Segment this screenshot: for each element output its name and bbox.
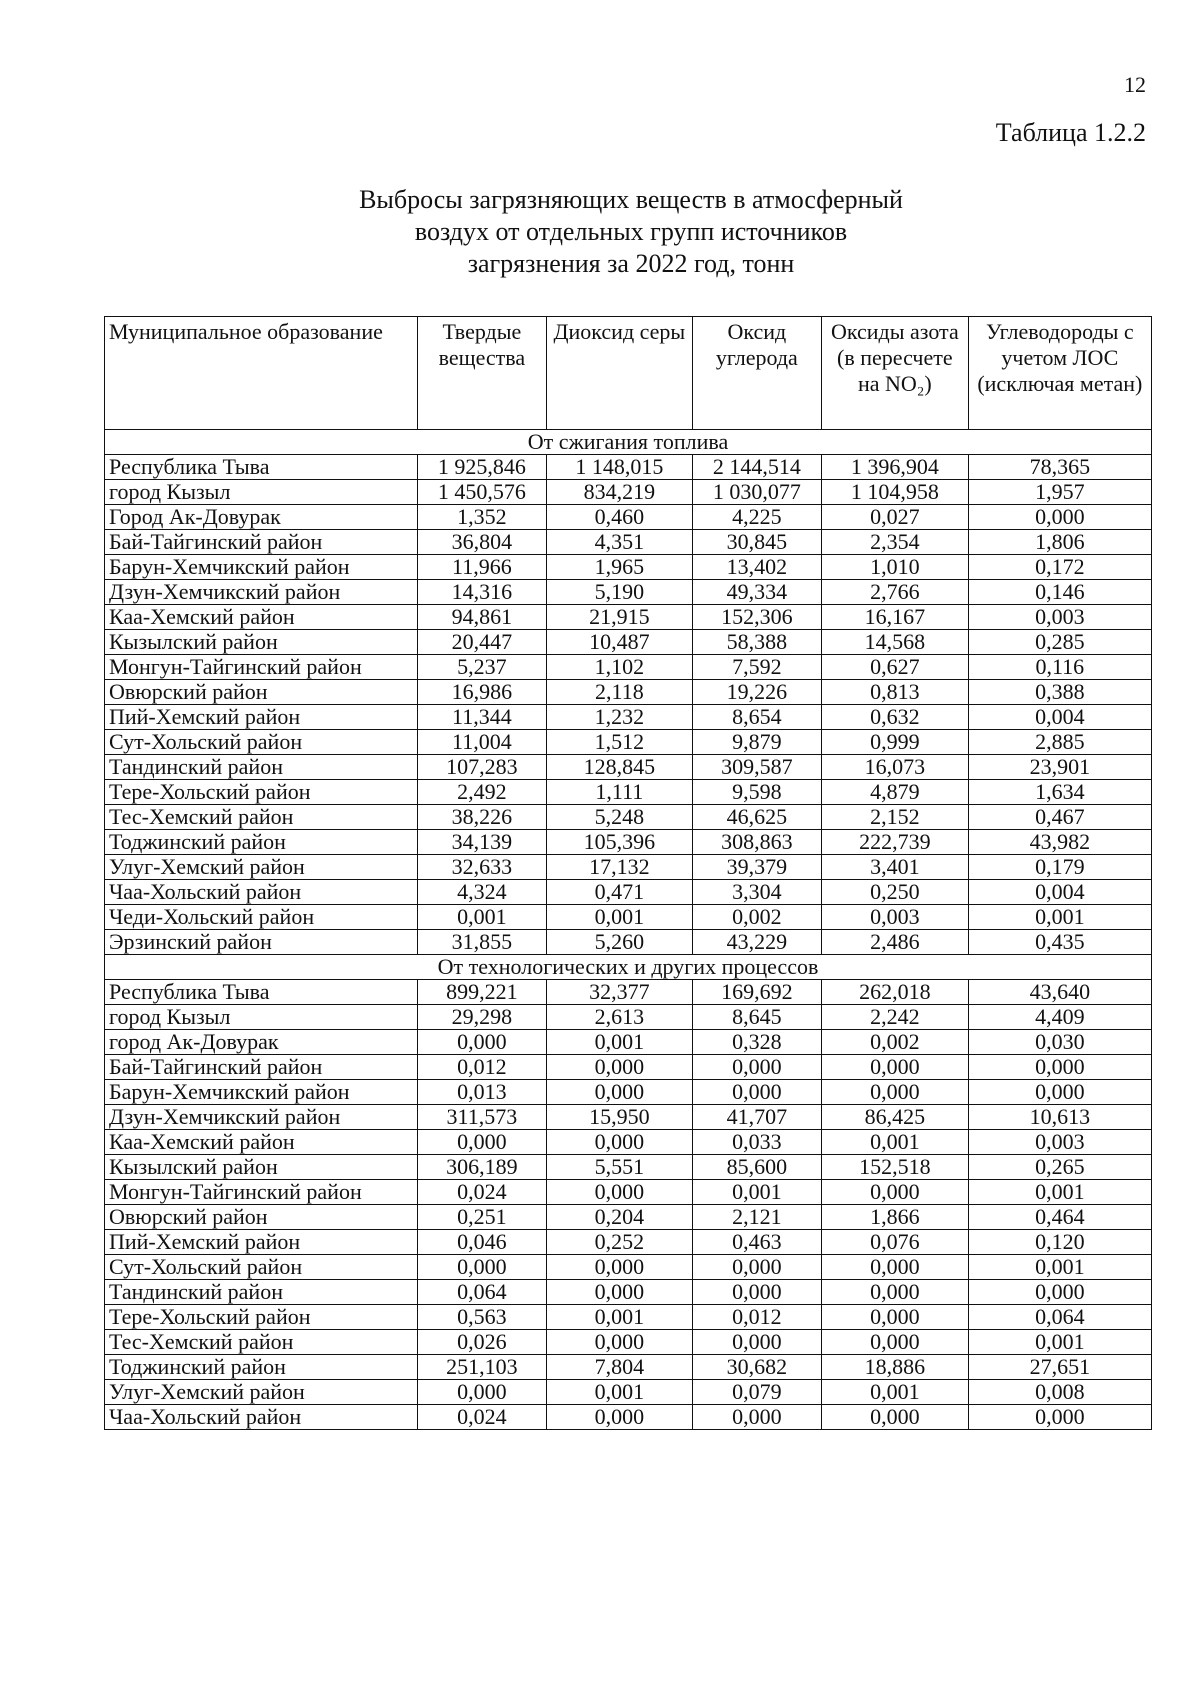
value-cell: 0,001 — [547, 1305, 693, 1330]
table-row — [105, 905, 1152, 930]
value-cell: 4,879 — [822, 780, 969, 805]
value-cell: 0,435 — [968, 930, 1151, 955]
value-cell: 0,001 — [822, 1380, 969, 1405]
value-cell: 1 030,077 — [692, 480, 821, 505]
value-cell: 1 104,958 — [822, 480, 969, 505]
value-cell: 0,000 — [692, 1280, 821, 1305]
value-cell: 0,000 — [822, 1255, 969, 1280]
value-cell: 262,018 — [822, 980, 969, 1005]
table-row — [105, 1130, 1152, 1155]
column-header-carbon-monoxide: Оксид углерода — [692, 317, 821, 430]
table-row — [105, 930, 1152, 955]
value-cell: 0,033 — [692, 1130, 821, 1155]
value-cell: 5,551 — [547, 1155, 693, 1180]
value-cell: 0,000 — [822, 1080, 969, 1105]
title-line-1: Выбросы загрязняющих веществ в атмосферный — [359, 185, 903, 214]
value-cell: 309,587 — [692, 755, 821, 780]
value-cell: 0,000 — [547, 1330, 693, 1355]
value-cell: 1 148,015 — [547, 455, 693, 480]
table-row — [105, 1230, 1152, 1255]
municipality-cell: Пий-Хемский район — [105, 1230, 418, 1255]
value-cell: 0,002 — [822, 1030, 969, 1055]
value-cell: 0,001 — [547, 905, 693, 930]
value-cell: 0,251 — [417, 1205, 546, 1230]
municipality-cell: Барун-Хемчикский район — [105, 555, 418, 580]
value-cell: 30,682 — [692, 1355, 821, 1380]
value-cell: 49,334 — [692, 580, 821, 605]
value-cell: 105,396 — [547, 830, 693, 855]
municipality-cell: Республика Тыва — [105, 980, 418, 1005]
value-cell: 14,316 — [417, 580, 546, 605]
page-number: 12 — [1124, 72, 1146, 97]
table-row — [105, 455, 1152, 480]
value-cell: 78,365 — [968, 455, 1151, 480]
value-cell: 16,167 — [822, 605, 969, 630]
value-cell: 306,189 — [417, 1155, 546, 1180]
value-cell: 0,000 — [968, 1055, 1151, 1080]
value-cell: 0,000 — [417, 1130, 546, 1155]
value-cell: 10,613 — [968, 1105, 1151, 1130]
table-row — [105, 1330, 1152, 1355]
value-cell: 7,592 — [692, 655, 821, 680]
value-cell: 16,073 — [822, 755, 969, 780]
value-cell: 1,352 — [417, 505, 546, 530]
value-cell: 18,886 — [822, 1355, 969, 1380]
value-cell: 2 144,514 — [692, 455, 821, 480]
value-cell: 0,632 — [822, 705, 969, 730]
section-title: От сжигания топлива — [105, 430, 1152, 455]
value-cell: 23,901 — [968, 755, 1151, 780]
value-cell: 11,344 — [417, 705, 546, 730]
value-cell: 311,573 — [417, 1105, 546, 1130]
value-cell: 0,000 — [822, 1280, 969, 1305]
value-cell: 2,152 — [822, 805, 969, 830]
value-cell: 36,804 — [417, 530, 546, 555]
value-cell: 1 396,904 — [822, 455, 969, 480]
value-cell: 5,248 — [547, 805, 693, 830]
value-cell: 1,512 — [547, 730, 693, 755]
value-cell: 0,000 — [968, 505, 1151, 530]
municipality-cell: город Кызыл — [105, 480, 418, 505]
value-cell: 43,229 — [692, 930, 821, 955]
value-cell: 0,000 — [547, 1055, 693, 1080]
title-line-2: воздух от отдельных групп источников — [414, 217, 848, 246]
value-cell: 0,001 — [968, 905, 1151, 930]
value-cell: 19,226 — [692, 680, 821, 705]
value-cell: 0,000 — [822, 1405, 969, 1430]
value-cell: 0,000 — [692, 1055, 821, 1080]
municipality-cell: Улуг-Хемский район — [105, 1380, 418, 1405]
table-row — [105, 880, 1152, 905]
value-cell: 0,026 — [417, 1330, 546, 1355]
value-cell: 0,563 — [417, 1305, 546, 1330]
value-cell: 17,132 — [547, 855, 693, 880]
value-cell: 0,001 — [822, 1130, 969, 1155]
municipality-cell: Республика Тыва — [105, 455, 418, 480]
municipality-cell: Сут-Хольский район — [105, 730, 418, 755]
value-cell: 2,613 — [547, 1005, 693, 1030]
column-header-nitrogen-oxides: Оксиды азота (в пересчете на NO₂) — [822, 317, 969, 430]
value-cell: 34,139 — [417, 830, 546, 855]
table-row — [105, 1355, 1152, 1380]
value-cell: 2,486 — [822, 930, 969, 955]
table-body — [105, 430, 1152, 1430]
value-cell: 0,079 — [692, 1380, 821, 1405]
table-row — [105, 630, 1152, 655]
value-cell: 5,190 — [547, 580, 693, 605]
value-cell: 16,986 — [417, 680, 546, 705]
value-cell: 0,285 — [968, 630, 1151, 655]
value-cell: 31,855 — [417, 930, 546, 955]
table-row — [105, 980, 1152, 1005]
value-cell: 0,000 — [968, 1280, 1151, 1305]
municipality-cell: Дзун-Хемчикский район — [105, 1105, 418, 1130]
value-cell: 43,640 — [968, 980, 1151, 1005]
table-row — [105, 655, 1152, 680]
municipality-cell: Тоджинский район — [105, 1355, 418, 1380]
table-row — [105, 1005, 1152, 1030]
municipality-cell: Тес-Хемский район — [105, 1330, 418, 1355]
value-cell: 4,225 — [692, 505, 821, 530]
value-cell: 152,518 — [822, 1155, 969, 1180]
table-row — [105, 1080, 1152, 1105]
value-cell: 2,354 — [822, 530, 969, 555]
value-cell: 0,000 — [417, 1030, 546, 1055]
value-cell: 1,111 — [547, 780, 693, 805]
value-cell: 32,633 — [417, 855, 546, 880]
section-row — [105, 430, 1152, 455]
value-cell: 0,627 — [822, 655, 969, 680]
value-cell: 0,001 — [547, 1030, 693, 1055]
emissions-table — [104, 316, 1152, 1430]
value-cell: 0,471 — [547, 880, 693, 905]
section-title: От технологических и других процессов — [105, 955, 1152, 980]
value-cell: 32,377 — [547, 980, 693, 1005]
value-cell: 0,002 — [692, 905, 821, 930]
value-cell: 0,813 — [822, 680, 969, 705]
title-line-3: загрязнения за 2022 год, тонн — [467, 249, 795, 278]
value-cell: 0,000 — [822, 1330, 969, 1355]
value-cell: 2,766 — [822, 580, 969, 605]
value-cell: 1,102 — [547, 655, 693, 680]
value-cell: 7,804 — [547, 1355, 693, 1380]
value-cell: 107,283 — [417, 755, 546, 780]
value-cell: 0,146 — [968, 580, 1151, 605]
value-cell: 8,645 — [692, 1005, 821, 1030]
value-cell: 834,219 — [547, 480, 693, 505]
table-row — [105, 555, 1152, 580]
value-cell: 0,000 — [822, 1055, 969, 1080]
value-cell: 0,252 — [547, 1230, 693, 1255]
table-row — [105, 830, 1152, 855]
value-cell: 0,024 — [417, 1180, 546, 1205]
municipality-cell: Монгун-Тайгинский район — [105, 655, 418, 680]
municipality-cell: Монгун-Тайгинский район — [105, 1180, 418, 1205]
table-row — [105, 1380, 1152, 1405]
value-cell: 20,447 — [417, 630, 546, 655]
value-cell: 0,000 — [822, 1305, 969, 1330]
municipality-cell: Овюрский район — [105, 1205, 418, 1230]
value-cell: 0,008 — [968, 1380, 1151, 1405]
value-cell: 4,409 — [968, 1005, 1151, 1030]
table-row — [105, 780, 1152, 805]
value-cell: 0,064 — [417, 1280, 546, 1305]
municipality-cell: Бай-Тайгинский район — [105, 530, 418, 555]
value-cell: 0,250 — [822, 880, 969, 905]
value-cell: 0,463 — [692, 1230, 821, 1255]
value-cell: 0,388 — [968, 680, 1151, 705]
value-cell: 1 925,846 — [417, 455, 546, 480]
table-row — [105, 530, 1152, 555]
value-cell: 251,103 — [417, 1355, 546, 1380]
value-cell: 39,379 — [692, 855, 821, 880]
value-cell: 0,467 — [968, 805, 1151, 830]
municipality-cell: Улуг-Хемский район — [105, 855, 418, 880]
value-cell: 9,879 — [692, 730, 821, 755]
value-cell: 1,232 — [547, 705, 693, 730]
value-cell: 0,004 — [968, 880, 1151, 905]
value-cell: 14,568 — [822, 630, 969, 655]
value-cell: 0,012 — [692, 1305, 821, 1330]
table-row — [105, 730, 1152, 755]
table-row — [105, 705, 1152, 730]
value-cell: 0,000 — [547, 1280, 693, 1305]
header-row — [105, 317, 1152, 430]
value-cell: 0,076 — [822, 1230, 969, 1255]
municipality-cell: Тандинский район — [105, 1280, 418, 1305]
value-cell: 13,402 — [692, 555, 821, 580]
value-cell: 0,027 — [822, 505, 969, 530]
municipality-cell: Город Ак-Довурак — [105, 505, 418, 530]
value-cell: 46,625 — [692, 805, 821, 830]
value-cell: 1,806 — [968, 530, 1151, 555]
municipality-cell: Сут-Хольский район — [105, 1255, 418, 1280]
value-cell: 41,707 — [692, 1105, 821, 1130]
value-cell: 0,000 — [547, 1405, 693, 1430]
value-cell: 0,172 — [968, 555, 1151, 580]
value-cell: 0,000 — [547, 1130, 693, 1155]
value-cell: 0,001 — [968, 1180, 1151, 1205]
value-cell: 1,010 — [822, 555, 969, 580]
municipality-cell: Тоджинский район — [105, 830, 418, 855]
value-cell: 85,600 — [692, 1155, 821, 1180]
value-cell: 1,957 — [968, 480, 1151, 505]
column-header-solids: Твердые вещества — [417, 317, 546, 430]
value-cell: 0,001 — [968, 1255, 1151, 1280]
value-cell: 3,401 — [822, 855, 969, 880]
municipality-cell: Эрзинский район — [105, 930, 418, 955]
value-cell: 43,982 — [968, 830, 1151, 855]
value-cell: 2,121 — [692, 1205, 821, 1230]
table-row — [105, 1205, 1152, 1230]
table-row — [105, 505, 1152, 530]
value-cell: 58,388 — [692, 630, 821, 655]
column-header-hydrocarbons: Углеводороды с учетом ЛОС (исключая метан) — [968, 317, 1151, 430]
value-cell: 2,492 — [417, 780, 546, 805]
value-cell: 8,654 — [692, 705, 821, 730]
table-row — [105, 1030, 1152, 1055]
table-row — [105, 1155, 1152, 1180]
value-cell: 0,012 — [417, 1055, 546, 1080]
value-cell: 1 450,576 — [417, 480, 546, 505]
document-title — [0, 184, 1200, 280]
value-cell: 11,966 — [417, 555, 546, 580]
value-cell: 0,328 — [692, 1030, 821, 1055]
value-cell: 0,000 — [692, 1405, 821, 1430]
table-row — [105, 680, 1152, 705]
value-cell: 29,298 — [417, 1005, 546, 1030]
value-cell: 0,024 — [417, 1405, 546, 1430]
municipality-cell: Каа-Хемский район — [105, 1130, 418, 1155]
value-cell: 0,001 — [968, 1330, 1151, 1355]
table-row — [105, 580, 1152, 605]
table-row — [105, 605, 1152, 630]
value-cell: 0,204 — [547, 1205, 693, 1230]
municipality-cell: Тес-Хемский район — [105, 805, 418, 830]
value-cell: 0,064 — [968, 1305, 1151, 1330]
value-cell: 0,000 — [417, 1255, 546, 1280]
value-cell: 2,118 — [547, 680, 693, 705]
table-row — [105, 1105, 1152, 1130]
column-header-sulfur-dioxide: Диоксид серы — [547, 317, 693, 430]
value-cell: 2,885 — [968, 730, 1151, 755]
value-cell: 169,692 — [692, 980, 821, 1005]
value-cell: 0,000 — [968, 1405, 1151, 1430]
value-cell: 0,265 — [968, 1155, 1151, 1180]
value-cell: 0,003 — [822, 905, 969, 930]
value-cell: 128,845 — [547, 755, 693, 780]
value-cell: 0,120 — [968, 1230, 1151, 1255]
table-row — [105, 1280, 1152, 1305]
municipality-cell: Чеди-Хольский район — [105, 905, 418, 930]
value-cell: 0,003 — [968, 605, 1151, 630]
table-row — [105, 805, 1152, 830]
value-cell: 0,046 — [417, 1230, 546, 1255]
value-cell: 0,000 — [822, 1180, 969, 1205]
table-row — [105, 480, 1152, 505]
municipality-cell: Дзун-Хемчикский район — [105, 580, 418, 605]
table-row — [105, 855, 1152, 880]
value-cell: 222,739 — [822, 830, 969, 855]
value-cell: 15,950 — [547, 1105, 693, 1130]
municipality-cell: Бай-Тайгинский район — [105, 1055, 418, 1080]
value-cell: 0,001 — [692, 1180, 821, 1205]
municipality-cell: Кызылский район — [105, 630, 418, 655]
value-cell: 2,242 — [822, 1005, 969, 1030]
value-cell: 30,845 — [692, 530, 821, 555]
municipality-cell: Каа-Хемский район — [105, 605, 418, 630]
value-cell: 86,425 — [822, 1105, 969, 1130]
value-cell: 152,306 — [692, 605, 821, 630]
value-cell: 3,304 — [692, 880, 821, 905]
value-cell: 899,221 — [417, 980, 546, 1005]
table-header — [105, 317, 1152, 430]
value-cell: 4,351 — [547, 530, 693, 555]
municipality-cell: Чаа-Хольский район — [105, 1405, 418, 1430]
value-cell: 5,237 — [417, 655, 546, 680]
municipality-cell: Тандинский район — [105, 755, 418, 780]
municipality-cell: Овюрский район — [105, 680, 418, 705]
municipality-cell: Барун-Хемчикский район — [105, 1080, 418, 1105]
column-header-municipality: Муниципальное образование — [105, 317, 418, 430]
value-cell: 10,487 — [547, 630, 693, 655]
table-row — [105, 1180, 1152, 1205]
table-label: Таблица 1.2.2 — [995, 118, 1146, 147]
municipality-cell: город Ак-Довурак — [105, 1030, 418, 1055]
value-cell: 0,000 — [417, 1380, 546, 1405]
value-cell: 1,866 — [822, 1205, 969, 1230]
value-cell: 0,001 — [417, 905, 546, 930]
value-cell: 0,460 — [547, 505, 693, 530]
municipality-cell: Тере-Хольский район — [105, 1305, 418, 1330]
value-cell: 0,004 — [968, 705, 1151, 730]
value-cell: 0,000 — [692, 1255, 821, 1280]
value-cell: 0,000 — [692, 1330, 821, 1355]
value-cell: 4,324 — [417, 880, 546, 905]
value-cell: 0,000 — [547, 1080, 693, 1105]
value-cell: 0,000 — [692, 1080, 821, 1105]
value-cell: 0,000 — [547, 1255, 693, 1280]
value-cell: 0,003 — [968, 1130, 1151, 1155]
value-cell: 0,001 — [547, 1380, 693, 1405]
value-cell: 21,915 — [547, 605, 693, 630]
municipality-cell: Пий-Хемский район — [105, 705, 418, 730]
municipality-cell: Кызылский район — [105, 1155, 418, 1180]
municipality-cell: город Кызыл — [105, 1005, 418, 1030]
table-row — [105, 1055, 1152, 1080]
value-cell: 0,013 — [417, 1080, 546, 1105]
value-cell: 38,226 — [417, 805, 546, 830]
value-cell: 5,260 — [547, 930, 693, 955]
value-cell: 0,000 — [547, 1180, 693, 1205]
value-cell: 308,863 — [692, 830, 821, 855]
value-cell: 94,861 — [417, 605, 546, 630]
municipality-cell: Чаа-Хольский район — [105, 880, 418, 905]
value-cell: 0,116 — [968, 655, 1151, 680]
value-cell: 1,634 — [968, 780, 1151, 805]
value-cell: 0,179 — [968, 855, 1151, 880]
value-cell: 9,598 — [692, 780, 821, 805]
table-row — [105, 1255, 1152, 1280]
value-cell: 0,999 — [822, 730, 969, 755]
value-cell: 0,000 — [968, 1080, 1151, 1105]
table-row — [105, 1305, 1152, 1330]
municipality-cell: Тере-Хольский район — [105, 780, 418, 805]
table-row — [105, 1405, 1152, 1430]
value-cell: 0,464 — [968, 1205, 1151, 1230]
table-row — [105, 755, 1152, 780]
value-cell: 27,651 — [968, 1355, 1151, 1380]
value-cell: 1,965 — [547, 555, 693, 580]
section-row — [105, 955, 1152, 980]
value-cell: 0,030 — [968, 1030, 1151, 1055]
value-cell: 11,004 — [417, 730, 546, 755]
